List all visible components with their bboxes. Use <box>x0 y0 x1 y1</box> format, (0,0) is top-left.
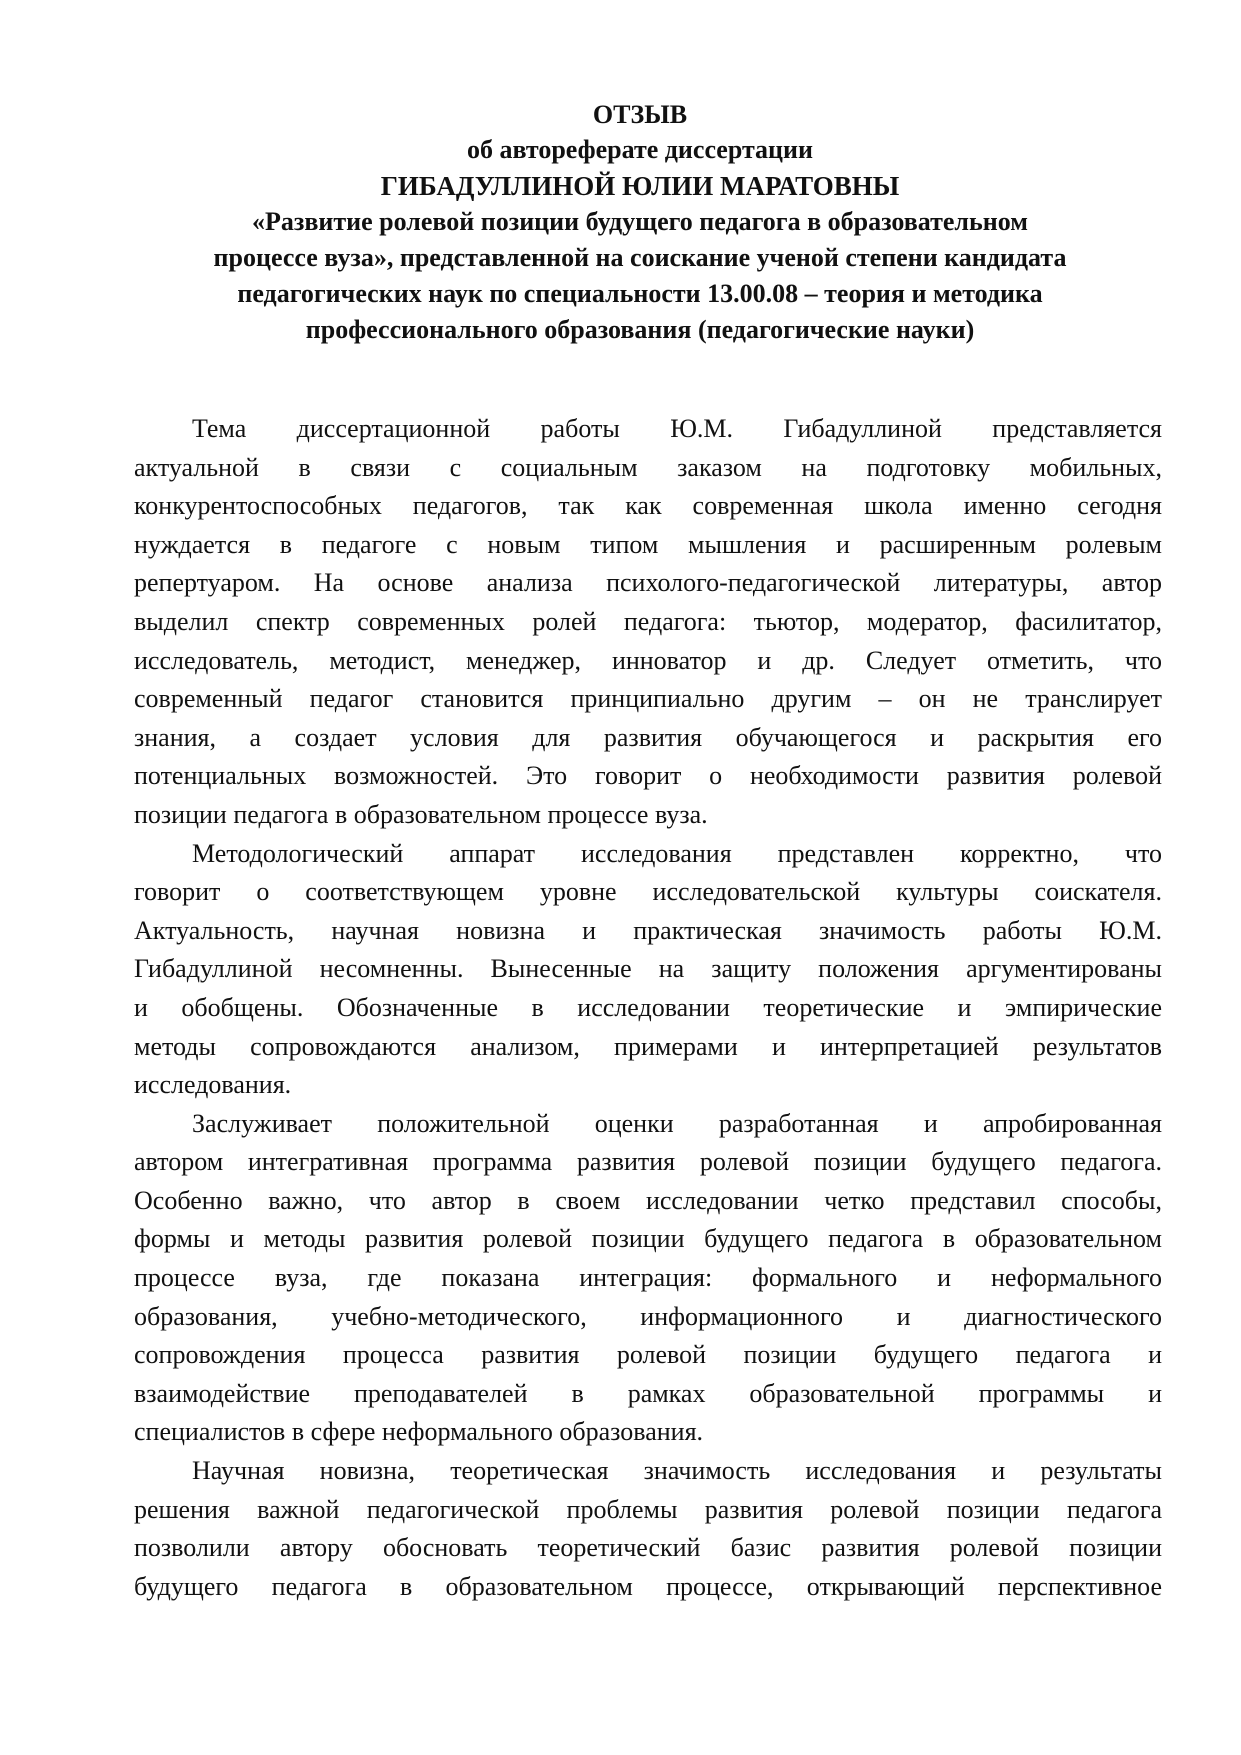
paragraph-line: методы сопровождаются анализом, примерами и интерпретацией результатов <box>134 1031 1162 1061</box>
paragraph-line: формы и методы развития ролевой позиции будущего педагога в образовательном <box>134 1224 1162 1254</box>
document-subtitle: об автореферате диссертации <box>467 135 813 164</box>
paragraph-line: процессе вуза, где показана интеграция: формального и неформального <box>134 1263 1162 1293</box>
review-paragraph <box>134 410 1162 835</box>
paragraph-line: исследования. <box>134 1070 292 1100</box>
paragraph-line: исследователь, методист, менеджер, инноватор и др. Следует отметить, что <box>134 645 1162 675</box>
dissertation-subject-line: профессионального образования (педагогические науки) <box>305 315 975 344</box>
paragraph-line: образования, учебно-методического, информационного и диагностического <box>134 1301 1162 1331</box>
paragraph-line: сопровождения процесса развития ролевой позиции будущего педагога и <box>134 1340 1162 1370</box>
paragraph-line: конкурентоспособных педагогов, так как современная школа именно сегодня <box>134 491 1162 521</box>
review-paragraph <box>134 1452 1162 1606</box>
dissertation-subject-line: процессе вуза», представленной на соискание ученой степени кандидата <box>213 243 1067 272</box>
paragraph-line: Гибадуллиной несомненны. Вынесенные на защиту положения аргументированы <box>134 954 1162 984</box>
review-paragraph <box>134 1105 1162 1452</box>
paragraph-line: решения важной педагогической проблемы развития ролевой позиции педагога <box>134 1494 1162 1524</box>
paragraph-line: Научная новизна, теоретическая значимость исследования и результаты <box>192 1456 1162 1486</box>
paragraph-line: специалистов в сфере неформального образования. <box>134 1417 704 1447</box>
paragraph-line: говорит о соответствующем уровне исследовательской культуры соискателя. <box>134 877 1162 907</box>
paragraph-line: нуждается в педагоге с новым типом мышления и расширенным ролевым <box>134 529 1162 559</box>
candidate-name: ГИБАДУЛЛИНОЙ ЮЛИИ МАРАТОВНЫ <box>380 171 900 201</box>
review-body <box>134 410 1162 1606</box>
paragraph-line: современный педагог становится принципиально другим – он не транслирует <box>134 684 1162 714</box>
paragraph-line: Методологический аппарат исследования представлен корректно, что <box>192 838 1162 868</box>
paragraph-line: выделил спектр современных ролей педагога: тьютор, модератор, фасилитатор, <box>134 606 1162 636</box>
paragraph-line: актуальной в связи с социальным заказом на подготовку мобильных, <box>134 452 1162 482</box>
paragraph-line: Заслуживает положительной оценки разработанная и апробированная <box>192 1108 1162 1138</box>
paragraph-line: Актуальность, научная новизна и практическая значимость работы Ю.М. <box>134 915 1162 945</box>
paragraph-line: репертуаром. На основе анализа психолого-педагогической литературы, автор <box>134 568 1162 598</box>
paragraph-line: будущего педагога в образовательном процессе, открывающий перспективное <box>134 1571 1162 1601</box>
paragraph-line: позволили автору обосновать теоретический базис развития ролевой позиции <box>134 1533 1162 1563</box>
review-paragraph <box>134 835 1162 1105</box>
paragraph-line: автором интегративная программа развития ролевой позиции будущего педагога. <box>134 1147 1162 1177</box>
document-title: ОТЗЫВ <box>592 100 688 129</box>
dissertation-subject-line: «Развитие ролевой позиции будущего педагога в образовательном <box>252 207 1028 236</box>
paragraph-line: Особенно важно, что автор в своем исследовании четко представил способы, <box>134 1185 1162 1215</box>
paragraph-line: Тема диссертационной работы Ю.М. Гибадуллиной представляется <box>192 414 1162 443</box>
paragraph-line: позиции педагога в образовательном процессе вуза. <box>134 799 708 829</box>
document-heading <box>150 98 1130 348</box>
paragraph-line: потенциальных возможностей. Это говорит о необходимости развития ролевой <box>134 761 1162 791</box>
paragraph-line: и обобщены. Обозначенные в исследовании теоретические и эмпирические <box>134 992 1162 1022</box>
paragraph-line: знания, а создает условия для развития обучающегося и раскрытия его <box>134 722 1162 752</box>
paragraph-line: взаимодействие преподавателей в рамках образовательной программы и <box>134 1378 1162 1408</box>
dissertation-subject-line: педагогических наук по специальности 13.00.08 – теория и методика <box>237 279 1043 308</box>
